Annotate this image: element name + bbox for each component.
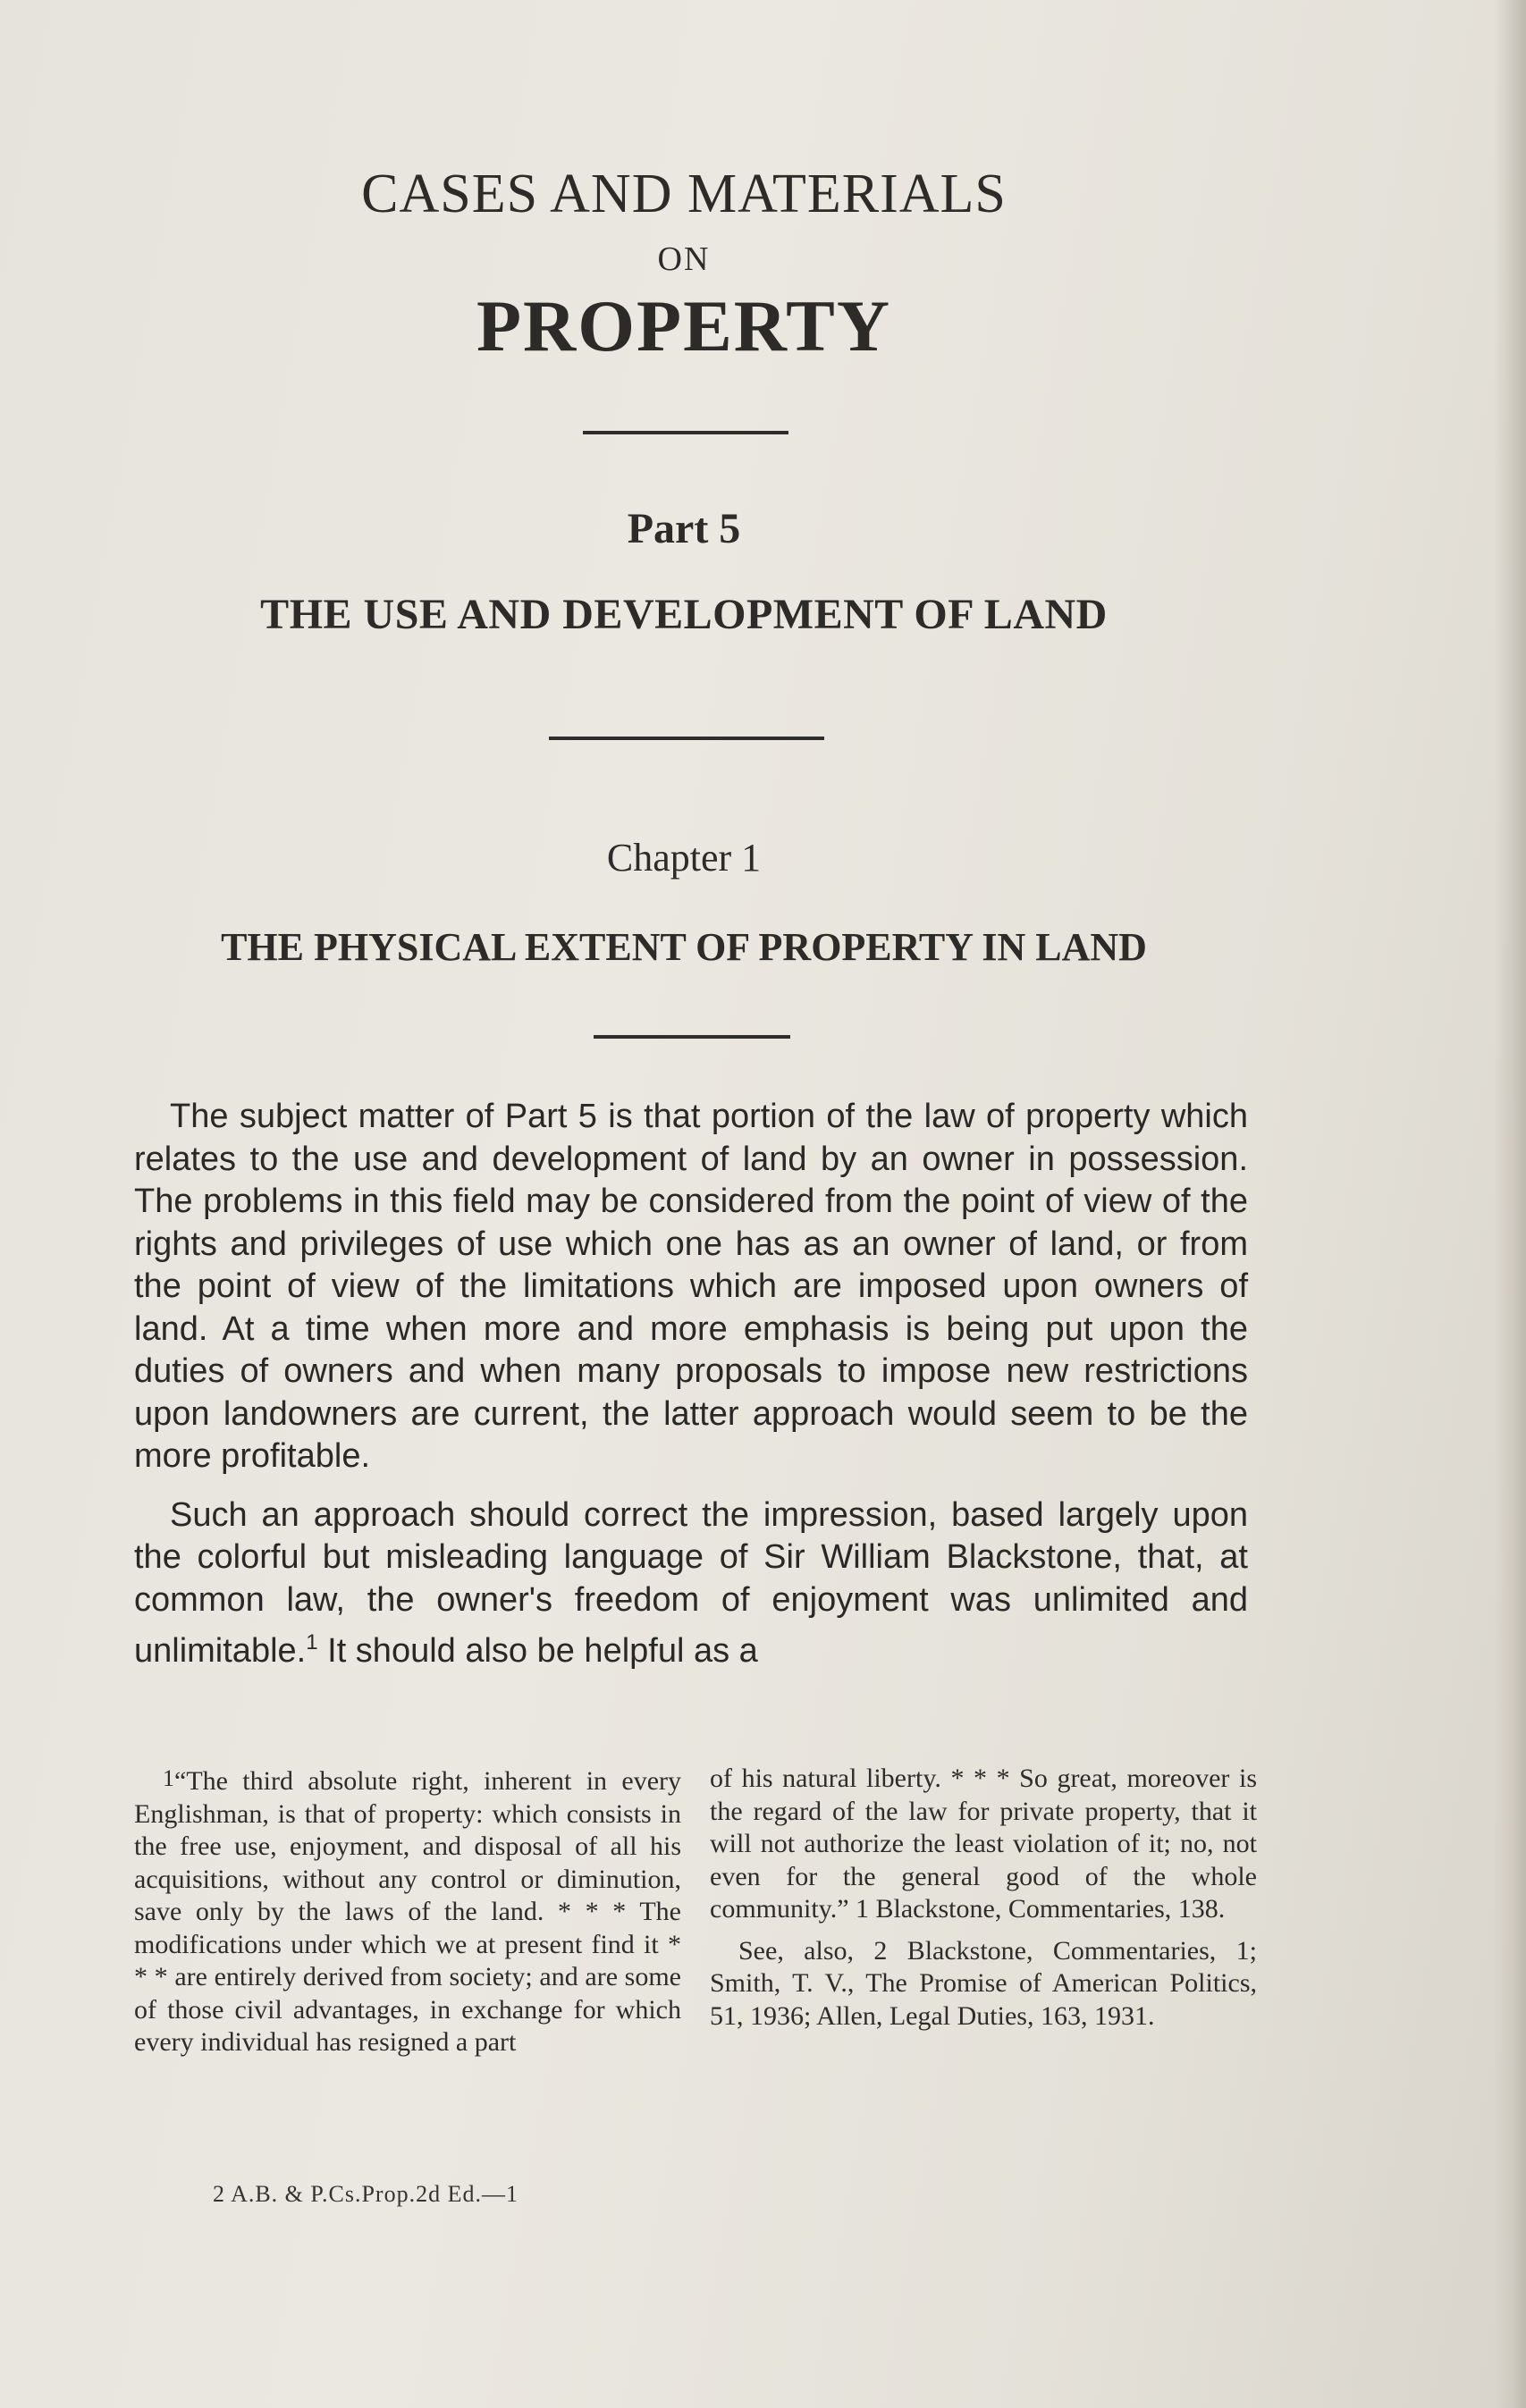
book-title-line-2: ON	[657, 240, 711, 278]
part-rule	[549, 737, 824, 740]
chapter-label: Chapter 1	[606, 836, 762, 880]
book-title-line-3: PROPERTY	[476, 285, 892, 366]
footnote-left-column	[134, 1763, 681, 2059]
footnote-1-see-also: See, also, 2 Blackstone, Commentaries, 1; Smith, T. V., The Promise of American Politics, 51, 1936; Allen, Legal Duties, 163, 1931.	[710, 1935, 1257, 2031]
part-label: Part 5	[627, 505, 741, 552]
part-title: THE USE AND DEVELOPMENT OF LAND	[260, 591, 1108, 638]
body-paragraph-1: The subject matter of Part 5 is that portion of the law of property which relates to the use and development of land by an owner in possession. The problems in this field may be considered from the point of view of the rights and privileges of use which one has as an owner of land, or from the point of view of the limitations which are imposed upon owners of land. At a time when more and more emphasis is being put upon the duties of owners and when many proposals to impose new restrictions upon landowners are current, the latter approach would seem to be the more profitable.	[134, 1098, 1248, 1475]
footnote-right-column	[710, 1763, 1257, 2059]
book-title-line-1: CASES AND MATERIALS	[361, 164, 1007, 224]
paragraph-2-continuation: It should also be helpful as a	[317, 1632, 758, 1670]
footnotes	[134, 1763, 1257, 2059]
signature-imprint: 2 A.B. & P.Cs.Prop.2d Ed.—1	[213, 2181, 519, 2207]
footnote-marker: 1	[163, 1765, 174, 1791]
chapter-rule	[594, 1035, 790, 1039]
footnote-1-text: “The third absolute right, inherent in every Englishman, is that of property: which consists in the free use, enjoyment, and disposal of all his acquisitions, without any control or diminution, save only by the laws of the land. * * * The modifications under which we at present find it * * * are entirely derived from society; and are some of those civil advantages, in exchange for which every individual has resigned a part	[134, 1766, 681, 2057]
title-rule	[583, 431, 788, 434]
page-edge-shadow	[1494, 0, 1526, 2408]
body-text	[134, 1096, 1248, 1673]
footnote-1-part-b: of his natural liberty. * * * So great, moreover is the regard of the law for private property, that it will not authorize the least violation of it; no, not even for the general good of the whole community.” 1 Blackstone, Commentaries, 138.	[710, 1764, 1257, 1924]
body-paragraph-2	[134, 1494, 1248, 1673]
paragraph-2-text: Such an approach should correct the impression, based largely upon the colorful but misleading language of Sir William Blackstone, that, at common law, the owner's freedom of enjoyment was unlimited and unlimitable.	[134, 1495, 1248, 1670]
footnote-1-part-a	[134, 1763, 681, 2059]
chapter-title: THE PHYSICAL EXTENT OF PROPERTY IN LAND	[221, 925, 1147, 969]
footnote-reference: 1	[306, 1630, 318, 1654]
